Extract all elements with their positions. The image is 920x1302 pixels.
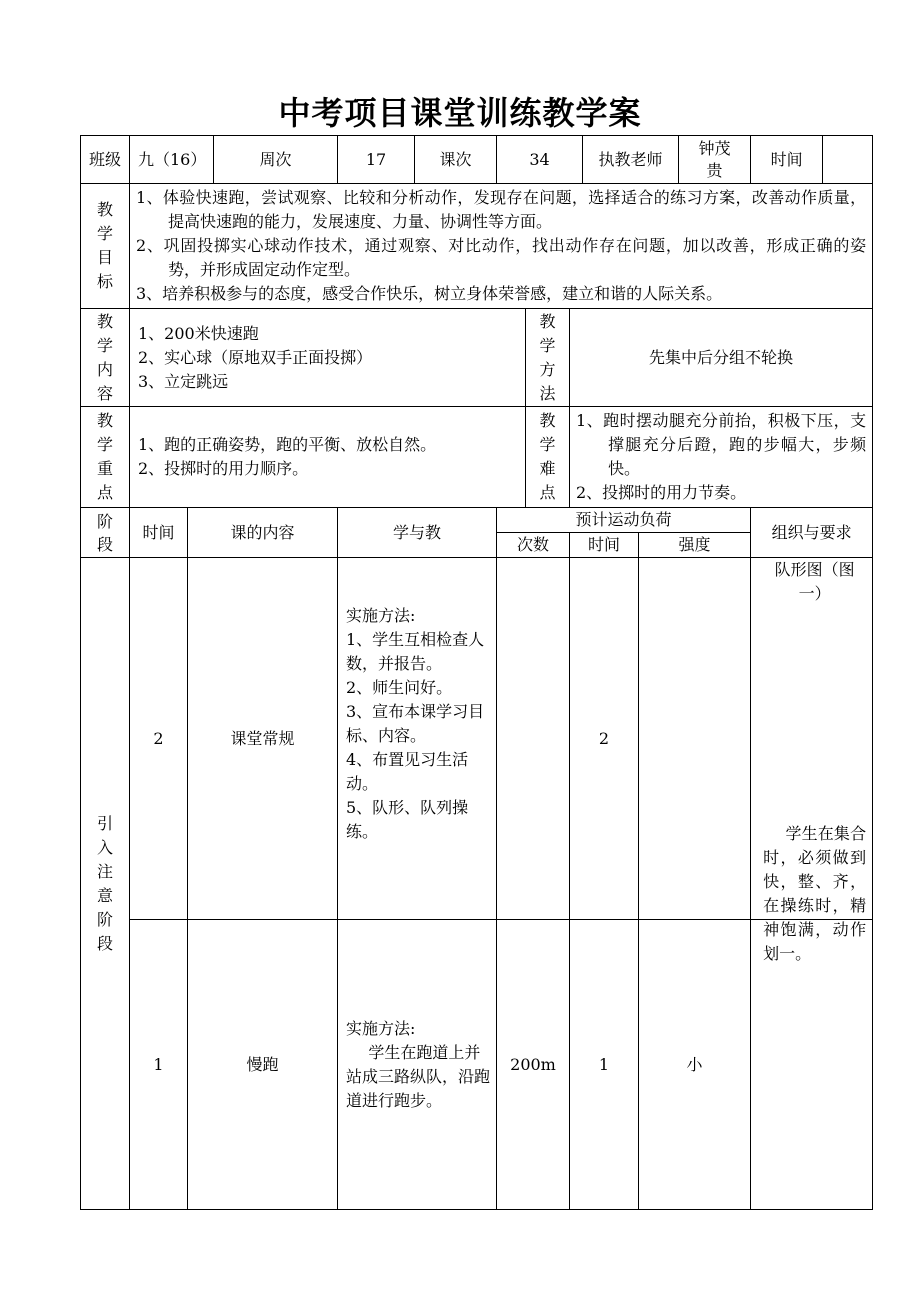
teacher-value: 钟茂贵 — [679, 136, 751, 184]
method-line: 1、学生互相检查人数，并报告。 — [346, 630, 485, 673]
time-label: 时间 — [751, 136, 823, 184]
method-line: 2、师生问好。 — [346, 678, 453, 697]
lesson-label: 课次 — [415, 136, 497, 184]
col-intensity: 强度 — [639, 533, 751, 558]
method-label: 教学方法 — [526, 309, 570, 407]
teacher-label: 执教老师 — [583, 136, 679, 184]
method-title: 实施方法: — [346, 1018, 416, 1038]
method-value: 先集中后分组不轮换 — [570, 309, 873, 407]
method-title: 实施方法: — [346, 606, 416, 625]
content-list — [130, 309, 526, 407]
time-value — [823, 136, 873, 184]
keypoints-row — [81, 407, 873, 508]
row-intensity: 小 — [639, 920, 751, 1210]
class-label: 班级 — [81, 136, 130, 184]
week-label: 周次 — [214, 136, 338, 184]
difficulty-item: 1、跑时摆动腿充分前抬，积极下压，支撑腿充分后蹬，跑的步幅大，步频快。 — [576, 411, 867, 478]
row-load-time: 1 — [570, 920, 639, 1210]
week-value: 17 — [338, 136, 415, 184]
content-label: 教学内容 — [81, 309, 130, 407]
keypoints-list — [130, 407, 526, 508]
header-row — [81, 136, 873, 184]
page-title: 中考项目课堂训练教学案 — [278, 94, 642, 132]
stage-name: 引入注意阶段 — [81, 558, 130, 1210]
method-line: 5、队形、队列操练。 — [346, 798, 469, 841]
objective-item: 2、巩固投掷实心球动作技术，通过观察、对比动作，找出动作存在问题，加以改善，形成正确的姿势，并形成固定动作定型。 — [136, 236, 867, 279]
table-row — [81, 558, 873, 920]
method-text: 学生在跑道上并站成三路纵队，沿跑道进行跑步。 — [346, 1042, 491, 1110]
objectives-row — [81, 184, 873, 309]
row-count: 200m — [497, 920, 570, 1210]
col-learn-teach: 学与教 — [338, 508, 497, 558]
keypoint-item: 1、跑的正确姿势，跑的平衡、放松自然。 — [138, 435, 437, 454]
col-stage: 阶段 — [81, 508, 130, 558]
keypoint-item: 2、投掷时的用力顺序。 — [138, 459, 309, 478]
row-method — [338, 558, 497, 920]
table-row — [81, 920, 873, 1210]
formation-diagram-title: 队形图（图一） — [774, 560, 855, 603]
class-value: 九（16） — [130, 136, 214, 184]
objective-item: 1、体验快速跑，尝试观察、比较和分析动作，发现存在问题，选择适合的练习方案，改善动作质量，提高快速跑的能力，发展速度、力量、协调性等方面。 — [136, 188, 867, 231]
col-org: 组织与要求 — [751, 508, 873, 558]
lesson-value: 34 — [497, 136, 583, 184]
row-load-time: 2 — [570, 558, 639, 920]
content-item: 3、立定跳远 — [138, 371, 229, 391]
difficulty-label: 教学难点 — [526, 407, 570, 508]
row-method — [338, 920, 497, 1210]
col-count: 次数 — [497, 533, 570, 558]
col-load: 预计运动负荷 — [497, 508, 751, 533]
content-item: 1、200米快速跑 — [138, 323, 259, 343]
difficulty-item: 2、投掷时的用力节奏。 — [576, 483, 747, 502]
method-line: 4、布置见习生活动。 — [346, 750, 469, 793]
row-count — [497, 558, 570, 920]
row-content: 慢跑 — [188, 920, 338, 1210]
objectives-label: 教学目标 — [81, 184, 130, 309]
method-line: 3、宣布本课学习目标、内容。 — [346, 702, 485, 745]
difficulty-list — [570, 407, 873, 508]
col-time: 时间 — [130, 508, 188, 558]
row-org — [751, 558, 873, 963]
row-time: 1 — [130, 920, 188, 1210]
content-row — [81, 309, 873, 407]
lesson-plan-table — [80, 135, 873, 1210]
row-content: 课堂常规 — [188, 558, 338, 920]
column-header-row — [81, 508, 873, 533]
content-item: 2、实心球（原地双手正面投掷） — [138, 347, 373, 367]
col-load-time: 时间 — [570, 533, 639, 558]
keypoints-label: 教学重点 — [81, 407, 130, 508]
objective-item: 3、培养积极参与的态度，感受合作快乐，树立身体荣誉感，建立和谐的人际关系。 — [136, 284, 723, 303]
row-intensity — [639, 558, 751, 920]
objectives-list — [130, 184, 873, 309]
row-time: 2 — [130, 558, 188, 920]
org-requirement: 学生在集合时，必须做到快，整、齐，在操练时，精神饱满，动作划一。 — [763, 824, 867, 963]
col-lesson-content: 课的内容 — [188, 508, 338, 558]
